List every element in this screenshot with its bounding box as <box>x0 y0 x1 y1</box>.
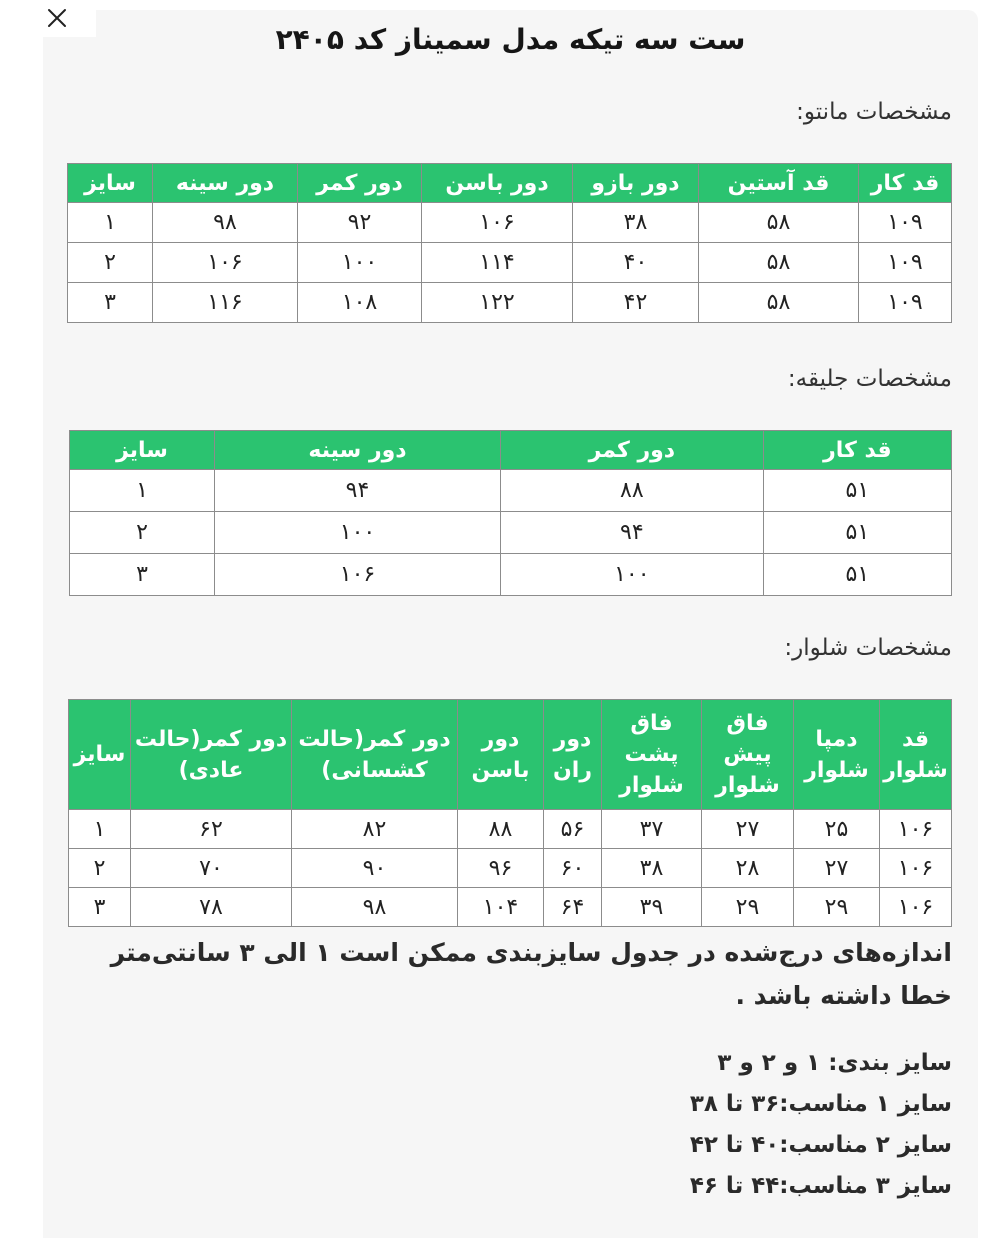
table-cell: ۲۸ <box>702 849 794 888</box>
size-guide-line: سایز ۳ مناسب:۴۴ تا ۴۶ <box>689 1173 952 1199</box>
table-cell: ۲ <box>70 512 215 554</box>
table-row <box>69 849 952 888</box>
table-cell: ۸۸ <box>500 470 763 512</box>
table-cell: ۶۰ <box>544 849 602 888</box>
close-button-area <box>0 0 96 37</box>
table-cell: ۱۰۹ <box>859 283 952 323</box>
table-cell: ۳ <box>69 888 131 927</box>
column-header: دور سینه <box>215 431 501 470</box>
table-cell: ۹۸ <box>292 888 458 927</box>
column-header: فاق پشت شلوار <box>602 700 702 810</box>
table-cell: ۹۸ <box>153 203 298 243</box>
size-guide <box>69 1043 952 1207</box>
table-cell: ۳ <box>68 283 153 323</box>
table-cell: ۹۲ <box>298 203 422 243</box>
table-cell: ۱۰۰ <box>298 243 422 283</box>
vest-header-row <box>70 431 952 470</box>
vest-spec-table <box>69 430 952 596</box>
table-cell: ۱۰۶ <box>880 849 952 888</box>
column-header: فاق پیش شلوار <box>702 700 794 810</box>
table-cell: ۱ <box>70 470 215 512</box>
table-cell: ۲۷ <box>794 849 880 888</box>
table-cell: ۱۰۹ <box>859 203 952 243</box>
table-cell: ۱۰۰ <box>500 554 763 596</box>
table-cell: ۶۴ <box>544 888 602 927</box>
table-cell: ۵۸ <box>699 283 859 323</box>
table-row <box>70 512 952 554</box>
column-header: قد کار <box>859 164 952 203</box>
table-cell: ۲۹ <box>794 888 880 927</box>
table-cell: ۴۲ <box>573 283 699 323</box>
column-header: قد آستین <box>699 164 859 203</box>
column-header: دور سینه <box>153 164 298 203</box>
table-row <box>69 888 952 927</box>
table-cell: ۹۴ <box>215 470 501 512</box>
table-cell: ۱۰۸ <box>298 283 422 323</box>
column-header: دور کمر <box>500 431 763 470</box>
column-header: قد شلوار <box>880 700 952 810</box>
column-header: دور کمر <box>298 164 422 203</box>
column-header: سایز <box>68 164 153 203</box>
table-cell: ۲۵ <box>794 810 880 849</box>
table-cell: ۹۰ <box>292 849 458 888</box>
table-cell: ۳۷ <box>602 810 702 849</box>
table-cell: ۵۱ <box>763 554 951 596</box>
column-header: دور ران <box>544 700 602 810</box>
section-label-manto: مشخصات مانتو: <box>796 99 952 125</box>
table-cell: ۹۴ <box>500 512 763 554</box>
table-cell: ۶۲ <box>131 810 292 849</box>
section-label-vest: مشخصات جلیقه: <box>787 366 952 392</box>
table-cell: ۳ <box>70 554 215 596</box>
table-cell: ۵۱ <box>763 470 951 512</box>
table-cell: ۱۰۴ <box>458 888 544 927</box>
table-cell: ۲۹ <box>702 888 794 927</box>
table-cell: ۴۰ <box>573 243 699 283</box>
column-header: دمپا شلوار <box>794 700 880 810</box>
table-cell: ۵۱ <box>763 512 951 554</box>
table-cell: ۲۷ <box>702 810 794 849</box>
table-cell: ۱۰۶ <box>215 554 501 596</box>
table-cell: ۱۱۴ <box>422 243 573 283</box>
manto-header-row <box>68 164 952 203</box>
table-cell: ۱ <box>68 203 153 243</box>
column-header: دور کمر(حالت کشسانی) <box>292 700 458 810</box>
column-header: دور باسن <box>458 700 544 810</box>
page-title: ست سه تیکه مدل سمیناز کد ۲۴۰۵ <box>275 23 746 56</box>
table-row <box>68 243 952 283</box>
table-row <box>69 810 952 849</box>
table-row <box>68 203 952 243</box>
size-guide-line: سایز بندی: ۱ و ۲ و ۳ <box>717 1050 952 1076</box>
table-cell: ۵۸ <box>699 203 859 243</box>
size-chart-panel <box>43 10 978 1238</box>
tolerance-note: اندازه‌های درج‌شده در جدول سایزبندی ممکن است ۱ الی ۳ سانتی‌متر خطا داشته باشد . <box>110 938 952 1010</box>
table-cell: ۳۸ <box>573 203 699 243</box>
table-cell: ۷۰ <box>131 849 292 888</box>
table-cell: ۸۲ <box>292 810 458 849</box>
table-row <box>70 470 952 512</box>
pants-spec-table <box>68 699 952 927</box>
column-header: دور بازو <box>573 164 699 203</box>
close-icon <box>46 7 68 29</box>
table-cell: ۳۸ <box>602 849 702 888</box>
table-cell: ۱۱۶ <box>153 283 298 323</box>
table-cell: ۱۲۲ <box>422 283 573 323</box>
table-cell: ۲ <box>69 849 131 888</box>
column-header: دور باسن <box>422 164 573 203</box>
manto-spec-table <box>67 163 952 323</box>
size-guide-line: سایز ۲ مناسب:۴۰ تا ۴۲ <box>689 1132 952 1158</box>
table-cell: ۲ <box>68 243 153 283</box>
table-cell: ۱۰۹ <box>859 243 952 283</box>
table-cell: ۷۸ <box>131 888 292 927</box>
table-cell: ۹۶ <box>458 849 544 888</box>
table-cell: ۱۰۶ <box>880 888 952 927</box>
section-label-pants: مشخصات شلوار: <box>784 635 952 661</box>
table-cell: ۳۹ <box>602 888 702 927</box>
column-header: قد کار <box>763 431 951 470</box>
table-cell: ۱۰۰ <box>215 512 501 554</box>
column-header: دور کمر(حالت عادی) <box>131 700 292 810</box>
close-button[interactable] <box>44 5 70 31</box>
column-header: سایز <box>70 431 215 470</box>
table-cell: ۵۶ <box>544 810 602 849</box>
table-cell: ۸۸ <box>458 810 544 849</box>
table-cell: ۱۰۶ <box>880 810 952 849</box>
size-guide-line: سایز ۱ مناسب:۳۶ تا ۳۸ <box>689 1091 952 1117</box>
table-cell: ۵۸ <box>699 243 859 283</box>
table-row <box>70 554 952 596</box>
table-row <box>68 283 952 323</box>
table-cell: ۱۰۶ <box>422 203 573 243</box>
table-cell: ۱ <box>69 810 131 849</box>
column-header: سایز <box>69 700 131 810</box>
pants-header-row <box>69 700 952 810</box>
table-cell: ۱۰۶ <box>153 243 298 283</box>
